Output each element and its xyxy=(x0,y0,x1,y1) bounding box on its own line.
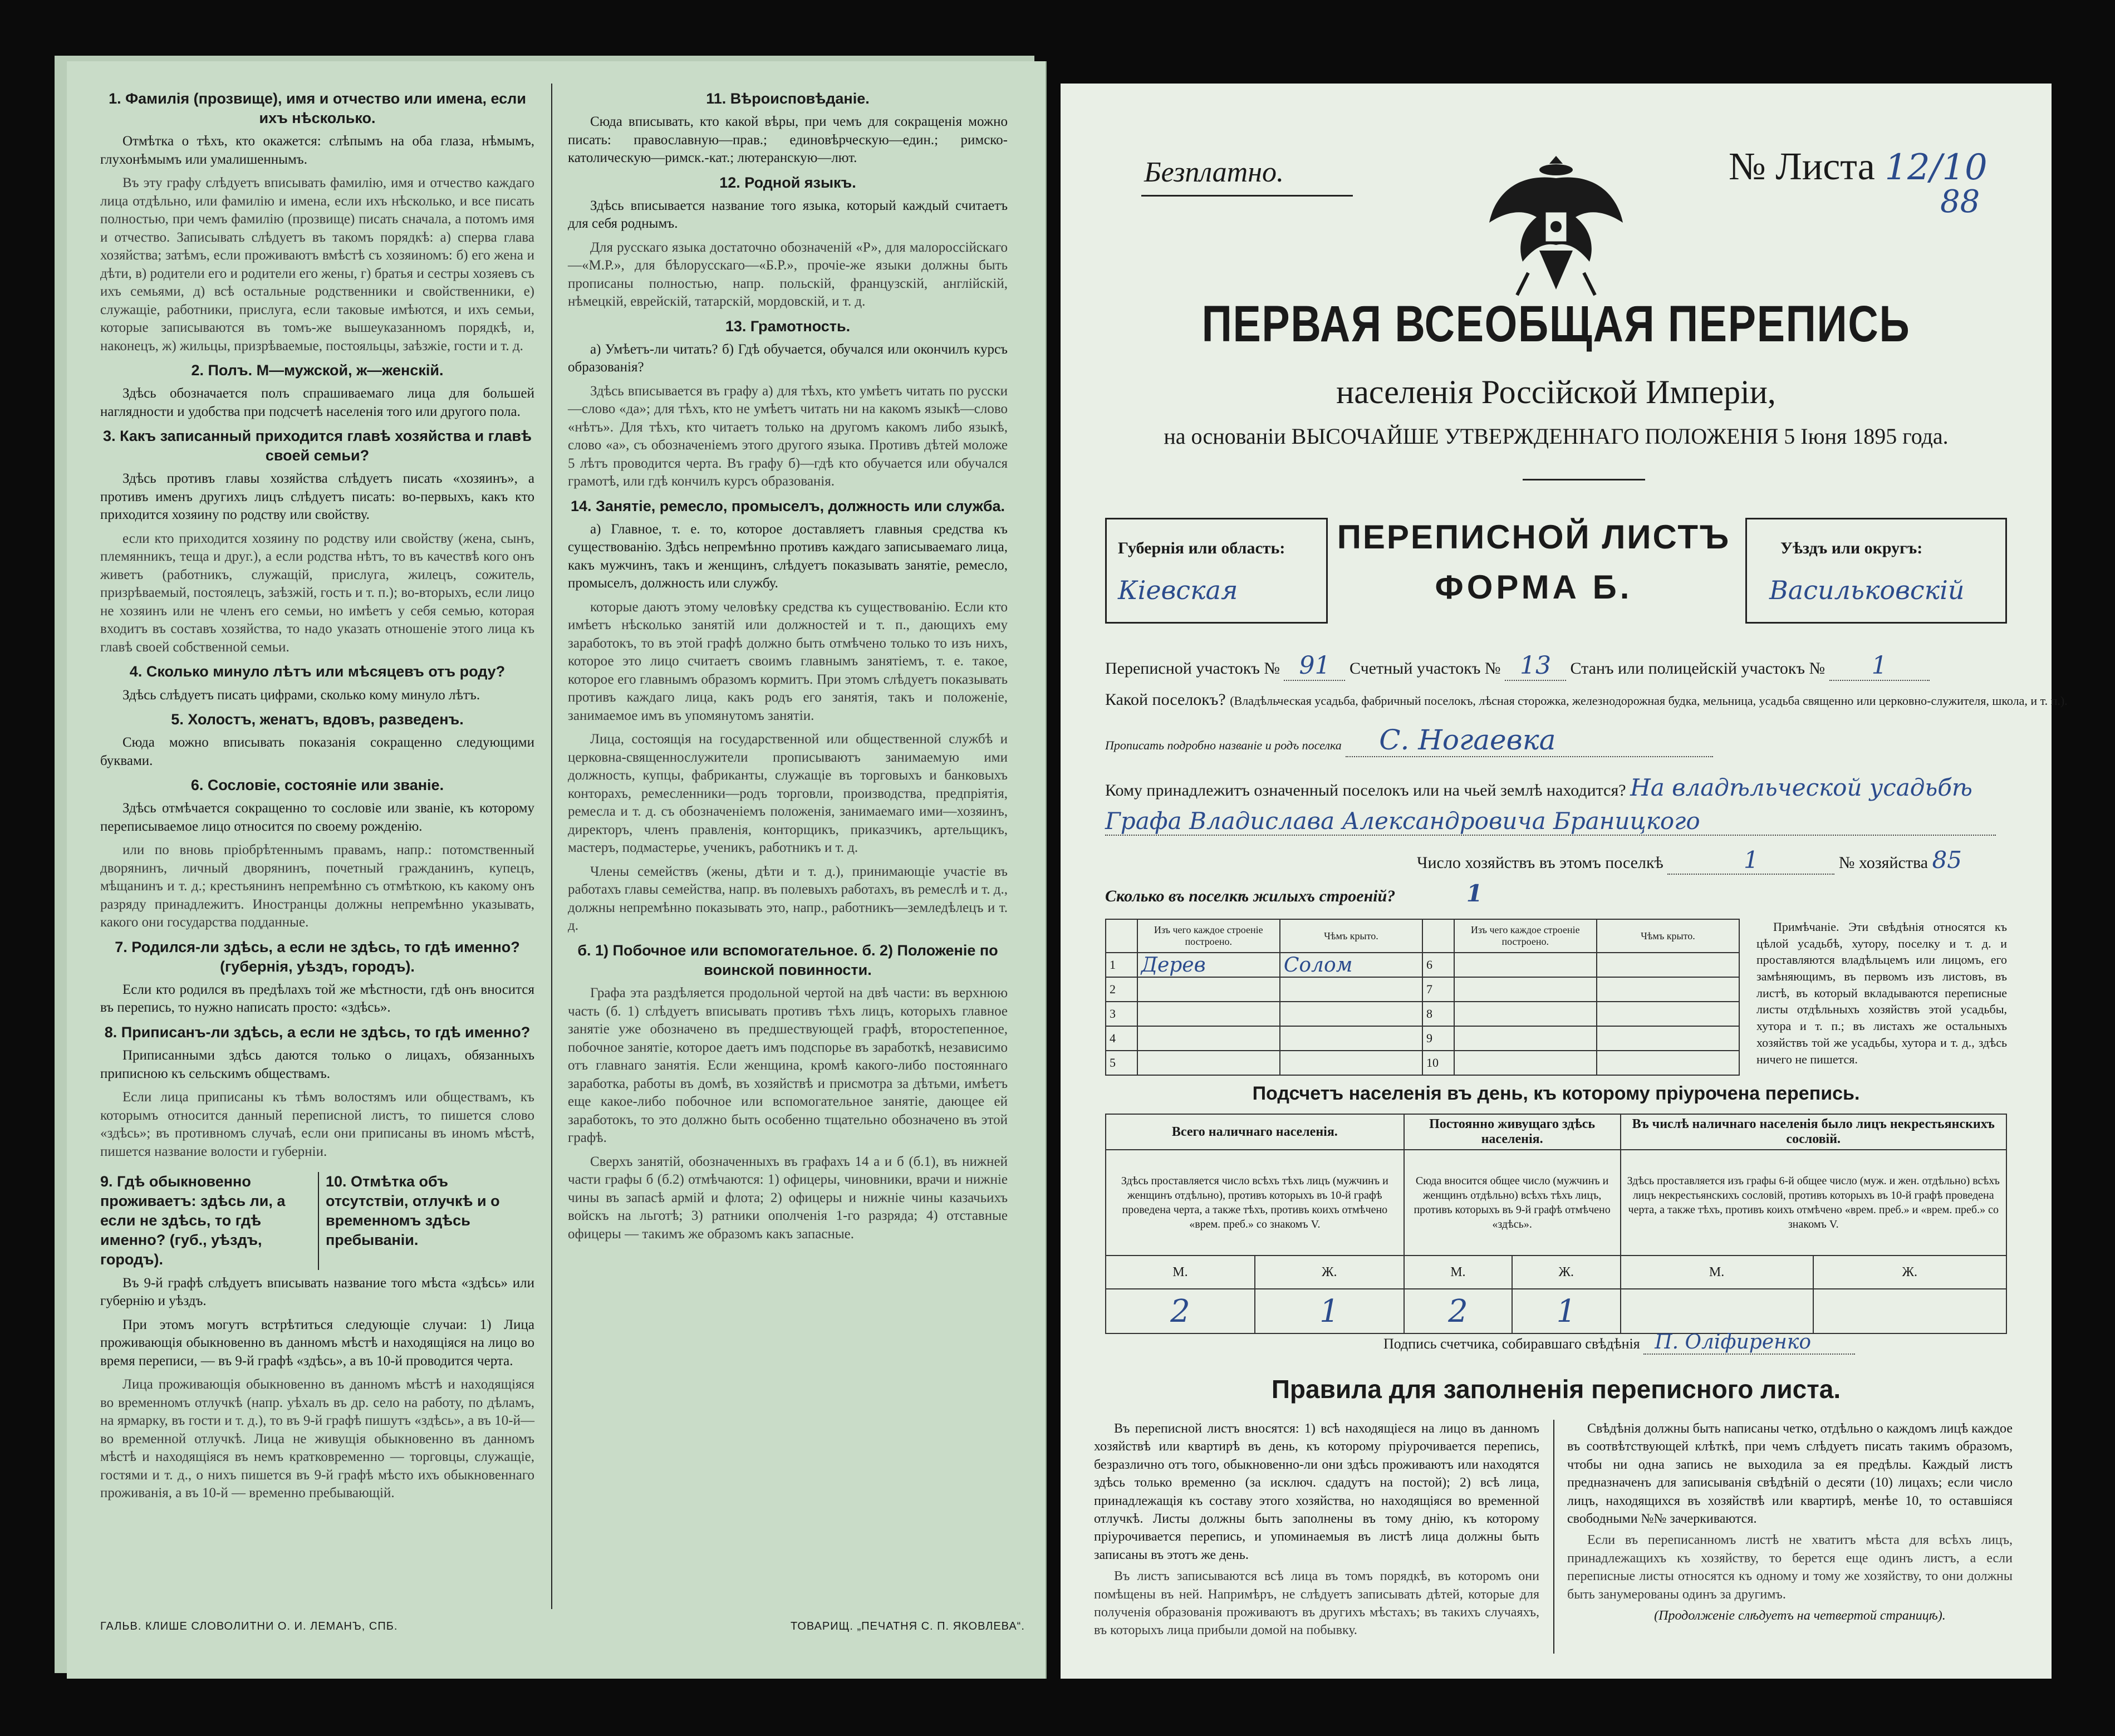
rules-column-left: Въ переписной листъ вносятся: 1) всѣ находящіеся на лицо въ данномъ хозяйствѣ или квартирѣ въ день, къ которому пріурочивается перепись, безразлично отъ того, обыкновенно-ли они здѣсь проживаютъ или находятся здѣсь только временно (за исключ. сдадутъ на постой); 2) всѣ лица, принадлежащія къ составу этого хозяйства, но находящіяся во временной отлучкѣ. Листы должны быть заполнены въ тому днію, къ которому пріурочивается перепись, и упоминаемыя въ листѣ лица должны быть записаны въ этотъ же день. Въ листъ записываются всѣ лица въ томъ порядкѣ, въ которомъ они помѣщены въ ней. Напримѣръ, не слѣдуетъ записывать дѣтей, которые для полученія образованія проживаютъ въ другихъ мѣстахъ; въ такихъ случаяхъ, въ которыхъ лица прибыли домой на побывку. xyxy=(1094,1420,1539,1643)
filler-text: Лица проживающія обыкновенно въ данномъ мѣстѣ и находящіяся во временномъ отлучкѣ (напр. уѣхалъ въ др. село на работу, по дѣламъ, на ярмарку, въ гости и т. д.), то въ 9-й графѣ пишутъ «здѣсь», а въ 10-й—во временной отлучкѣ. Лица не живущія обыкновенно въ данномъ мѣстѣ и находящіяся въ немъ кратковременно — торговцы, служащіе, гостями и т. д., о нихъ пишется въ 9-й графѣ мѣсто ихъ обыкновеннаго проживанія, а въ 10-й — временно пребывающій. xyxy=(100,1377,534,1500)
gubernia-box xyxy=(1105,518,1328,624)
count-desc-total: Здѣсь проставляется число всѣхъ тѣхъ лицъ (мужчинъ и женщинъ отдѣльно), противъ которыхъ въ 10-й графѣ проведена черта, а также тѣхъ, противъ коихъ отмѣчено «врем. преб.» со знакомъ V. xyxy=(1106,1150,1404,1256)
filler-text: Если лица приписаны къ тѣмъ волостямъ или обществамъ, къ которымъ относится данный переписной листъ, то пишется слово «здѣсь»; въ противномъ случаѣ, если они приписаны въ иномъ мѣстѣ, пишется название волости и губерніи. xyxy=(100,1090,534,1159)
signature-value: П. Оліфиренко xyxy=(1643,1331,1855,1355)
section-text-9: Въ 9-й графѣ слѣдуетъ вписывать название того мѣста «здѣсь» или губернію и уѣздъ. xyxy=(100,1275,534,1308)
rules-column-right: Свѣдѣнія должны быть написаны четко, отдѣльно о каждомъ лицѣ каждое въ соотвѣтствующей клѣткѣ, при чемъ слѣдуетъ писать такимъ образомъ, чтобы ни одна запись не выходила за ея предѣлы. Каждый листъ предназначенъ для записыванія свѣдѣній о десяти (10) лицахъ; если число лицъ, находящихся въ хозяйствѣ или квартирѣ, менѣе 10, то оставшіяся свободными №№ зачеркиваются. Если въ переписанномъ листѣ не хватитъ мѣста для всѣхъ лицъ, принадлежащихъ къ хозяйству, то берется еще одинъ листъ, а если переписные листы относятся къ одному и тому же хозяйству, то они должны быть занумерованы одинъ за другимъ. (Продолженіе слѣдуетъ на четвертой страницѣ). xyxy=(1567,1420,2013,1628)
column-divider xyxy=(551,84,552,1609)
count-desc-permanent: Сюда вносится общее число (мужчинъ и женщинъ отдѣльно) всѣхъ тѣхъ лицъ, противъ которыхъ въ 9-й графѣ отмѣчено «здѣсь». xyxy=(1404,1150,1621,1256)
table-row: 3 8 xyxy=(1106,1002,1739,1026)
section-text-6: Здѣсь отмѣчается сокращенно то сословіе или званіе, къ которому переписываемое лицо относится по своему рожденію. xyxy=(100,801,534,834)
section-heading-1: 1. Фамилія (прозвище), имя и отчество или имена, если ихъ нѣсколько. xyxy=(109,90,526,127)
settlement-line xyxy=(1105,690,2068,709)
settlement-hint-2: Прописать подробно названіе и родъ поселка xyxy=(1105,738,1342,752)
section-heading-12: 12. Родной языкъ. xyxy=(719,174,856,191)
gubernia-label: Губернія или область: xyxy=(1118,539,1285,557)
sheet-number xyxy=(1729,145,1988,220)
section-heading-15: б. 1) Побочное или вспомогательное. б. 2) Положеніе по воинской повинности. xyxy=(577,941,998,978)
section-heading-8: 8. Приписанъ-ли здѣсь, а если не здѣсь, то гдѣ именно? xyxy=(104,1023,531,1041)
section-text-3: Здѣсь противъ главы хозяйства слѣдуетъ писать «хозяинъ», а противъ именъ другихъ лицъ слѣдуетъ писать: во-первыхъ, какъ кто приходится хозяину по родству или свойству. xyxy=(100,471,534,523)
count-district-label: Счетный участокъ № xyxy=(1349,659,1501,678)
table-row: 2 7 xyxy=(1106,977,1739,1002)
households-label: Число хозяйствъ въ этомъ поселкѣ xyxy=(1417,854,1663,872)
buildings-col-roof-2: Чѣмъ крыто. xyxy=(1597,919,1739,953)
section-heading-5: 5. Холостъ, женатъ, вдовъ, разведенъ. xyxy=(171,711,464,728)
printer-credit-right: ТОВАРИЩ. „ПЕЧАТНЯ С. П. ЯКОВЛЕВА“. xyxy=(791,1620,1025,1632)
households-value: 1 xyxy=(1667,846,1834,875)
instructions-column-2 xyxy=(568,84,1008,1249)
rules-divider xyxy=(1553,1420,1554,1654)
count-permanent-female: 1 xyxy=(1512,1289,1620,1333)
filler-text: которые даютъ этому человѣку средства къ существованію. Если кто имѣетъ нѣсколько занятій или должностей и т. п., дающихъ ему заработокъ, то въ этой графѣ должно быть отмѣчено только то изъ нихъ, которое это лицо считаетъ своимъ главнымъ занятіемъ, т. е. такое, которое его главнымъ образомъ кормитъ. При этомъ слѣдуетъ показывать противъ каждаго лица, какъ родъ его занятія, такъ и положеніе, занимаемое имъ въ упомянутомъ занятіи. xyxy=(568,599,1008,723)
section-heading-3: 3. Какъ записанный приходится главѣ хозяйства и главѣ своей семьи? xyxy=(103,428,532,464)
uezd-value: Васильковскій xyxy=(1769,575,1965,605)
table-row: 5 10 xyxy=(1106,1051,1739,1075)
owner-label: Кому принадлежитъ означенный поселокъ или на чьей землѣ находится? xyxy=(1105,781,1626,800)
male-label: М. xyxy=(1404,1256,1512,1289)
count-header-nonpeasant: Въ числѣ наличнаго населенія было лицъ некрестьянскихъ сословій. xyxy=(1621,1114,2007,1150)
section-heading-4: 4. Сколько минуло лѣтъ или мѣсяцевъ отъ роду? xyxy=(129,663,506,680)
uezd-label: Уѣздъ или округъ: xyxy=(1780,539,1923,557)
rules-continued: (Продолженіе слѣдуетъ на четвертой страницѣ). xyxy=(1654,1608,1946,1623)
filler-text: Въ эту графу слѣдуетъ вписывать фамилію, имя и отчество каждаго лица отдѣльно, или фамилію и имена, если ихъ нѣсколько, и все писать полностью, при чемъ фамилію (прозвище) писать сначала, а потомъ имя и отчество. Записывать слѣдуетъ въ такомъ порядкѣ: а) сперва глава хозяйства; затѣмъ, если проживаютъ вмѣстѣ съ хозяиномъ: б) его жена и дѣти, в) родители его и родители его жены, г) братья и сестры хозяевъ съ ихъ семьями, д) всѣ остальные родственники и свойственники, е) служащіе, работники, прислуга, если таковые имѣются, и ихъ семьи, которые записываются въ томъ-же вышеуказанномъ порядкѣ, и, наконецъ, ж) жильцы, призрѣваемые, постояльцы, заѣзжіе, гости и т. д. xyxy=(100,175,534,354)
free-label: Безплатно. xyxy=(1144,156,1284,188)
buildings-label: Сколько въ поселкѣ жилыхъ строеній? xyxy=(1105,887,1396,905)
gubernia-value: Кіевская xyxy=(1118,575,1238,605)
decree-line: на основаніи ВЫСОЧАЙШЕ УТВЕРЖДЕННАГО ПОЛОЖЕНІЯ 5 Іюня 1895 года. xyxy=(1164,424,1949,449)
district-line xyxy=(1105,651,1930,681)
section-text-8: Приписанными здѣсь даются только о лицахъ, обязанныхъ приписною къ сельскимъ обществамъ. xyxy=(100,1048,534,1081)
household-no-value: 85 xyxy=(1932,846,1962,874)
census-title: ПЕРВАЯ ВСЕОБЩАЯ ПЕРЕПИСЬ xyxy=(1201,296,1911,352)
sheet-number-value: 12/10 xyxy=(1885,147,1988,188)
settlement-value: С. Ногаевка xyxy=(1346,724,1713,757)
sheet-number-label: № Листа xyxy=(1729,145,1875,188)
filler-text: Лица, состоящія на государственной или общественной службѣ и церковна-священнослужители прописываютъ занимаемую ими должность, купцы, фабриканты, служащіе въ торговыхъ и банковыхъ конторахъ, ремесленники—родъ торговли, производства, предпріятія, ремесла и т. д. съ обозначеніемъ положенія, занимаемаго ими—хозяинъ, директоръ, членъ правленія, конторщикъ, приказчикъ, артельщикъ, мастеръ, подмастерье, ученикъ, работникъ и т. д. xyxy=(568,732,1008,856)
buildings-col-material: Изъ чего каждое строеніе построено. xyxy=(1137,919,1280,953)
section-text-7: Если кто родился въ предѣлахъ той же мѣстности, гдѣ онъ вносится въ перепись, то нужно написать просто: «здѣсь». xyxy=(100,982,534,1016)
buildings-line xyxy=(1105,880,1483,907)
printer-credit-left: ГАЛЬВ. КЛИШЕ СЛОВОЛИТНИ О. И. ЛЕМАНЪ, СПБ. xyxy=(100,1620,398,1632)
female-label: Ж. xyxy=(1255,1256,1404,1289)
filler-text: Графа эта раздѣляется продольной чертой на двѣ части: въ верхнюю часть (б. 1) слѣдуетъ вписывать противъ тѣхъ лицъ, которыхъ главное занятіе уже обозначено въ предшествующей графѣ, второстепенное, побочное занятіе, которое даетъ имъ подспорье въ заработкѣ, независимо отъ главнаго занятія. Если женщина, кромѣ какого-либо постояннаго заработка, работы въ домѣ, въ хозяйствѣ и присмотра за дѣтьми, имѣетъ еще какое-либо побочное или вспомогательное занятіе, дающее ей заработокъ, то это должно быть особенно тщательно обозначено въ этой графѣ. xyxy=(568,985,1008,1146)
section-text-5: Сюда можно вписывать показанія сокращенно следующими буквами. xyxy=(100,735,534,768)
table-row: 1 Дерев Солом 6 xyxy=(1106,953,1739,977)
section-text-1: Отмѣтка о тѣхъ, кто окажется: слѣпымъ на оба глаза, нѣмымъ, глухонѣмымъ или умалишеннымъ. xyxy=(100,134,534,167)
title-divider xyxy=(1523,479,1645,480)
section-text-2: Здѣсь обозначается полъ спрашиваемаго лица для большей наглядности и удобства при подсчетѣ населенія того или другого пола. xyxy=(100,386,534,419)
filler-text: или по вновь пріобрѣтеннымъ правамъ, напр.: потомственный дворянинъ, личный дворянинъ, почетный гражданинъ, купецъ, мѣщанинъ и т. д.; крестьянинъ непремѣнно съ отмѣткою, къ какому онъ разряду принадлежитъ. Иностранцы должны непремѣнно указывать, какого они государства подданные. xyxy=(100,842,534,930)
section-text-11: Сюда вписывать, кто какой вѣры, при чемъ для сокращенія можно писать: православную—прав.; единовѣрческую—един.; римско-католическую—римск.-кат.; лютеранскую—лют. xyxy=(568,114,1008,166)
settlement-line-2 xyxy=(1105,724,1713,757)
uezd-box xyxy=(1745,518,2007,624)
population-count-table xyxy=(1105,1114,2007,1334)
stan-value: 1 xyxy=(1829,651,1930,681)
settlement-label: Какой поселокъ? xyxy=(1105,690,1226,709)
filler-text: Если въ переписанномъ листѣ не хватитъ мѣста для всѣхъ лицъ, принадлежащихъ къ хозяйству, то берется еще одинъ листъ, а если переписные листы относятся къ одному и тому же хозяйству, то они должны быть занумерованы одинъ за другимъ. xyxy=(1567,1533,2013,1602)
female-label: Ж. xyxy=(1512,1256,1620,1289)
buildings-table xyxy=(1105,919,1740,1076)
signature-label: Подпись счетчика, собиравшаго свѣдѣнія xyxy=(1383,1336,1640,1352)
buildings-col-material-2: Изъ чего каждое строеніе построено. xyxy=(1454,919,1597,953)
settlement-hint: (Владѣльческая усадьба, фабричный поселокъ, лѣсная сторожка, железнодорожная будка, мельница, усадьба священно или церковно-служителя, школа, и т. п.). xyxy=(1230,694,2068,708)
male-label: М. xyxy=(1621,1256,1813,1289)
households-line xyxy=(1417,846,1962,875)
count-title: Подсчетъ населенія въ день, къ которому пріурочена перепись. xyxy=(1252,1083,1860,1104)
rules-title: Правила для заполненія переписного листа. xyxy=(1271,1375,1841,1404)
count-header-permanent: Постоянно живущаго здѣсь населенія. xyxy=(1404,1114,1621,1150)
census-subtitle: населенія Россійской Имперіи, xyxy=(1336,374,1776,410)
filler-text: Здѣсь вписывается въ графу а) для тѣхъ, кто умѣетъ читать по русски—слово «да»; для тѣхъ, кто не умѣетъ читать ни на какомъ языкѣ—слово «нѣтъ». Для тѣхъ, кто читаетъ только на другомъ какомъ либо языкѣ, слово «а», съ обозначеніемъ этого другого языка. Противъ дѣтей моложе 5 лѣтъ проводится черта. Въ графу б)—гдѣ кто обучается или обучался грамотѣ, или гдѣ кончилъ курсъ образованія. xyxy=(568,383,1008,489)
section-heading-14: 14. Занятіе, ремесло, промыселъ, должность или служба. xyxy=(570,497,1005,514)
female-label: Ж. xyxy=(1813,1256,2006,1289)
filler-text: Сверхъ занятій, обозначенныхъ въ графахъ 14 а и б (б.1), въ нижней части графы б (б.2) отмѣчаются: 1) офицеры, чиновники, врачи и нижніе чины въ запасѣ армій и флота; 2) офицеры и нижніе чины казачьихъ войскъ на льготѣ; 3) ратники ополченія 1-го разряда; 4) отставные офицеры — такимъ же образомъ какъ запасные. xyxy=(568,1154,1008,1242)
count-district-value: 13 xyxy=(1505,651,1566,681)
filler-text: Члены семействъ (жены, дѣти и т. д.), принимающіе участіе въ работахъ главы семейства, напр. въ полевыхъ работахъ, въ ремеслѣ и т. д., должны непремѣнно показывать это, напр., работникъ—земледѣлецъ и т. д. xyxy=(568,864,1008,934)
district-label: Переписной участокъ № xyxy=(1105,659,1280,678)
section-heading-6: 6. Сословіе, состояніе или званіе. xyxy=(190,777,444,794)
free-underline xyxy=(1141,195,1353,197)
section-heading-2: 2. Полъ. М—мужской, ж—женскій. xyxy=(191,362,444,379)
filler-text: Въ листъ записываются всѣ лица въ томъ порядкѣ, въ которомъ они помѣщены въ ней. Напримѣръ, не слѣдуетъ записывать дѣтей, которые для полученія образованія проживаютъ въ другихъ мѣстахъ; въ такихъ случаяхъ, въ которыхъ лица прибыли домой на побывку. xyxy=(1094,1569,1539,1638)
section-text-4: Здѣсь слѣдуетъ писать цифрами, сколько кому минуло лѣтъ. xyxy=(122,687,480,703)
left-page xyxy=(67,61,1047,1679)
count-total-male: 2 xyxy=(1106,1289,1255,1333)
instructions-column-1 xyxy=(100,84,534,1508)
count-permanent-male: 2 xyxy=(1404,1289,1512,1333)
count-header-total: Всего наличнаго населенія. xyxy=(1106,1114,1404,1150)
section-heading-11: 11. Вѣроисповѣданіе. xyxy=(706,90,870,107)
count-desc-nonpeasant: Здѣсь проставляется изъ графы 6-й общее число (муж. и жен. отдѣльно) всѣхъ лицъ некрестьянскихъ сословій, противъ которыхъ въ 10-й графѣ проведена черта, а также тѣхъ, противъ коихъ отмѣчено «врем. преб.» и «врем. преб.» со знакомъ V. xyxy=(1621,1150,2007,1256)
district-value: 91 xyxy=(1284,651,1345,681)
filler-text: если кто приходится хозяину по родству или свойству (жена, сынъ, племянникъ, теща и друг.), а если родства нѣтъ, то въ качествѣ кого онъ живетъ (работникъ, служащій, прислуга, жилецъ, сожитель, призрѣваемый, постоялецъ, заѣзжій, гость и т. п.); во-вторыхъ, если лицо не хозяинъ или не членъ его семьи, но имѣетъ у себя семью, которая входитъ въ составъ хозяйства, то надо указать отношеніе этого лица къ главѣ своей собственной семьи. xyxy=(100,531,534,655)
section-heading-13: 13. Грамотность. xyxy=(725,317,851,335)
split-heading-row xyxy=(100,1166,534,1274)
owner-line xyxy=(1105,774,1972,801)
form-title: ПЕРЕПИСНОЙ ЛИСТЪ xyxy=(1337,518,1731,556)
section-text-13: а) Умѣетъ-ли читать? б) Гдѣ обучается, обучался или окончилъ курсъ образованія? xyxy=(568,341,1008,375)
count-total-female: 1 xyxy=(1255,1289,1404,1333)
sheet-number-value-2: 88 xyxy=(1940,184,1980,220)
section-text-14: а) Главное, т. е. то, которое доставляетъ главныя средства къ существованію. Здѣсь непремѣнно противъ каждаго записываемаго лица, какъ мужчинъ, такъ и женщинъ, слѣдуетъ показывать занятіе, ремесло, промыселъ, должность или службу. xyxy=(568,521,1008,591)
count-nonpeasant-male xyxy=(1621,1289,1813,1333)
male-label: М. xyxy=(1106,1256,1255,1289)
filler-text: Для русскаго языка достаточно обозначеній «Р», для малороссійскаго—«М.Р.», для бѣлорусскаго—«Б.Р.», прочіе-же языки должны быть прописаны полностью, напр. польскій, французскій, англійскій, нѣмецкій, еврейскій, татарскій, мордовскій, и т. д. xyxy=(568,239,1008,310)
form-name: ФОРМА Б. xyxy=(1435,568,1633,606)
closing-text: При этомъ могутъ встрѣтиться следующіе случаи: 1) Лица проживающія обыкновенно въ данномъ мѣстѣ и находящіяся на лицо во время переписи, — въ 9-й графѣ «здѣсь», а въ 10-й проводится черта. xyxy=(100,1317,534,1369)
owner-value-2: Графа Владислава Александровича Браницкого xyxy=(1105,807,1996,836)
buildings-value: 1 xyxy=(1466,880,1483,907)
buildings-col-roof: Чѣмъ крыто. xyxy=(1280,919,1422,953)
household-no-label: № хозяйства xyxy=(1838,854,1928,872)
double-headed-eagle-emblem xyxy=(1484,145,1628,301)
stan-label: Станъ или полицейскій участокъ № xyxy=(1570,659,1826,678)
count-nonpeasant-female xyxy=(1813,1289,2006,1333)
section-heading-10: 10. Отмѣтка объ отсутствіи, отлучкѣ и о временномъ здѣсь пребываніи. xyxy=(318,1172,534,1269)
section-heading-7: 7. Родился-ли здѣсь, а если не здѣсь, то гдѣ именно? (губернія, уѣздъ, городъ). xyxy=(115,938,520,975)
signature-line xyxy=(1383,1331,1855,1355)
section-text-12: Здѣсь вписывается название того языка, который каждый считаетъ для себя роднымъ. xyxy=(568,198,1008,232)
owner-value-1: На владѣльческой усадьбѣ xyxy=(1630,774,1972,801)
buildings-note: Примѣчаніе. Эти свѣдѣнія относятся къ цѣлой усадьбѣ, хутору, поселку и т. д. и проставляются владѣльцемъ или лицомъ, его замѣняющимъ, въ первомъ изъ листовъ, въ листѣ, въ который вкладываются переписные листы отдѣльныхъ хозяйствъ этой усадьбы, хутора и т. п.; въ листахъ же остальныхъ хозяйствъ той же усадьбы, хутора и т. д., здѣсь ничего не пишется. xyxy=(1756,920,2007,1066)
table-row: 4 9 xyxy=(1106,1026,1739,1051)
section-heading-9: 9. Гдѣ обыкновенно проживаетъ: здѣсь ли, а если не здѣсь, то гдѣ именно? (губ., уѣздъ, городъ). xyxy=(100,1173,286,1268)
right-page-census-form xyxy=(1061,84,2068,1679)
